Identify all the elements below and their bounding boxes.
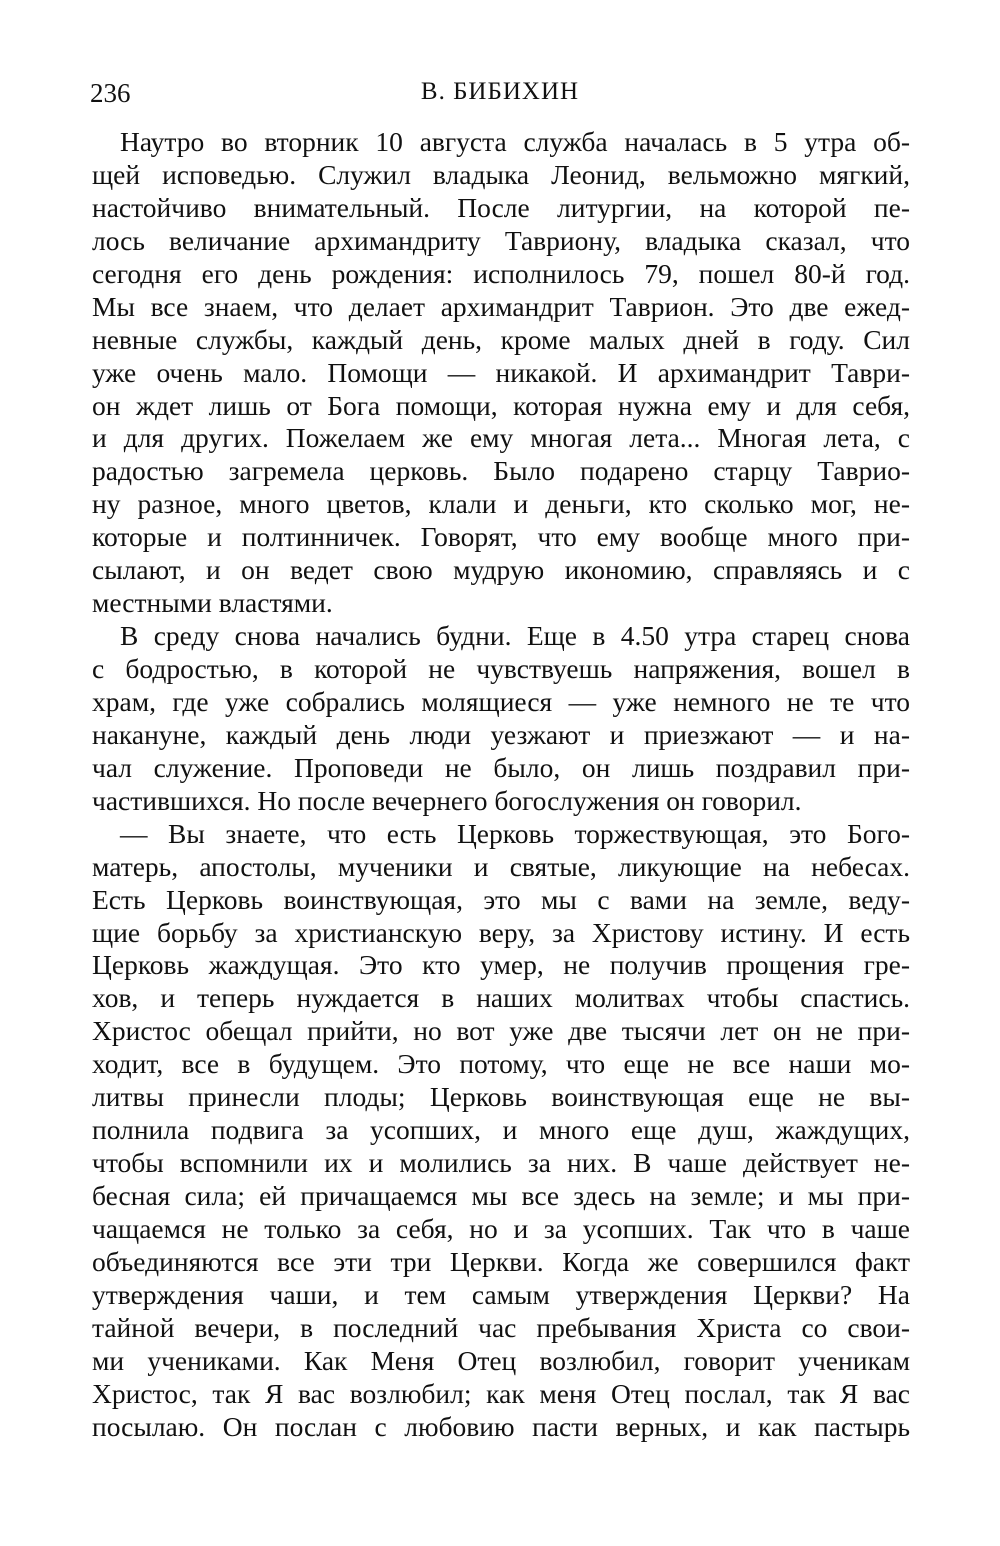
text-line: ми учениками. Как Меня Отец возлюбил, говорит ученикам (92, 1344, 910, 1376)
text-line: Есть Церковь воинствующая, это мы с вами на земле, веду- (92, 883, 910, 915)
text-line: ходит, все в будущем. Это потому, что еще не все наши мо- (92, 1048, 910, 1080)
text-line: В среду снова начались будни. Еще в 4.50 утра старец снова (120, 620, 910, 652)
running-head: В. БИБИХИН (420, 78, 580, 105)
text-line: местными властями. (92, 587, 333, 619)
text-line: ну разное, много цветов, клали и деньги, кто сколько мог, не- (92, 488, 910, 520)
text-line: он ждет лишь от Бога помощи, которая нужна ему и для себя, (92, 389, 910, 421)
text-line: накануне, каждый день люди уезжают и приезжают — и на- (92, 718, 910, 750)
text-line: чтобы вспомнили их и молились за них. В чаше действует не- (92, 1147, 910, 1179)
text-line: которые и полтинничек. Говорят, что ему вообще много при- (92, 521, 910, 553)
text-line: чащаемся не только за себя, но и за усопших. Так что в чаше (92, 1212, 910, 1244)
text-line: радостью загремела церковь. Было подарено старцу Таврио- (92, 455, 910, 487)
body-text (92, 126, 910, 1444)
text-line: матерь, апостолы, мученики и святые, ликующие на небесах. (92, 850, 910, 882)
text-line: с бодростью, в которой не чувствуешь напряжения, вошел в (92, 653, 910, 684)
text-line: сегодня его день рождения: исполнилось 79, пошел 80-й год. (92, 257, 910, 289)
text-line: литвы принесли плоды; Церковь воинствующая еще не вы- (92, 1081, 910, 1113)
text-line: объединяются все эти три Церкви. Когда же совершился факт (92, 1245, 910, 1277)
text-line: щие борьбу за христианскую веру, за Христову истину. И есть (92, 916, 910, 948)
text-line: сылают, и он ведет свою мудрую икономию, справляясь и с (92, 554, 910, 586)
text-line: настойчиво внимательный. После литургии, на которой пе- (92, 191, 910, 223)
text-line: — Вы знаете, что есть Церковь торжествующая, это Бого- (120, 817, 910, 849)
text-line: Мы все знаем, что делает архимандрит Таврион. Это две ежед- (92, 290, 910, 322)
page-number: 236 (90, 78, 131, 108)
text-line: утверждения чаши, и тем самым утверждения Церкви? На (92, 1278, 910, 1310)
text-line: хов, и теперь нуждается в наших молитвах чтобы спастись. (92, 982, 910, 1014)
text-line: и для других. Пожелаем же ему многая лета... Многая лета, с (92, 422, 910, 454)
text-line: щей исповедью. Служил владыка Леонид, вельможно мягкий, (92, 158, 910, 190)
text-line: чал служение. Проповеди не было, он лишь поздравил при- (92, 751, 910, 783)
text-line: храм, где уже собрались молящиеся — уже немного не те что (92, 685, 910, 717)
text-line: Христос, так Я вас возлюбил; как меня Отец послал, так Я вас (92, 1377, 910, 1409)
text-line: Церковь жаждущая. Это кто умер, не получив прощения гре- (92, 949, 910, 981)
text-line: Христос обещал прийти, но вот уже две тысячи лет он не при- (92, 1015, 910, 1047)
text-line: лось величание архимандриту Тавриону, владыка сказал, что (92, 224, 910, 256)
text-line: бесная сила; ей причащаемся мы все здесь на земле; и мы при- (92, 1180, 910, 1211)
text-line: полнила подвига за усопших, и много еще душ, жаждущих, (92, 1114, 910, 1146)
text-line: Наутро во вторник 10 августа служба началась в 5 утра об- (120, 126, 910, 157)
text-line: посылаю. Он послан с любовию пасти верных, и как пастырь (92, 1410, 910, 1442)
text-line: частившихся. Но после вечернего богослужения он говорил. (92, 784, 802, 816)
text-line: невные службы, каждый день, кроме малых дней в году. Сил (92, 323, 910, 355)
text-line: тайной вечери, в последний час пребывания Христа со свои- (92, 1311, 910, 1343)
text-line: уже очень мало. Помощи — никакой. И архимандрит Таври- (92, 356, 910, 388)
